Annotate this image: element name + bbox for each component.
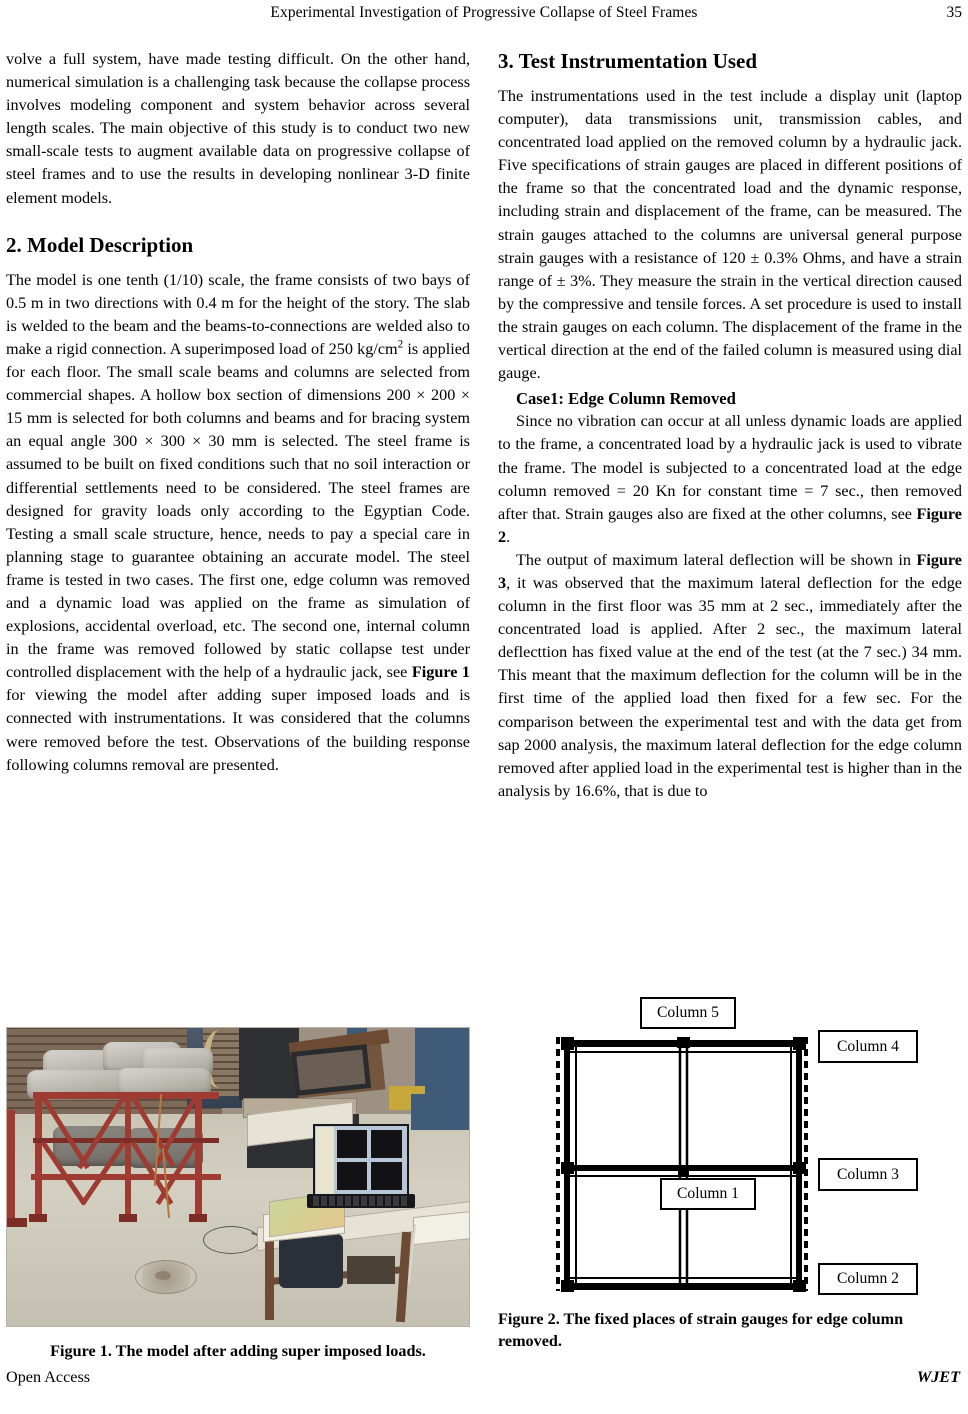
figure-2-label-column-4-text: Column 4 [837, 1037, 899, 1055]
figure-2-label-column-1 [660, 1178, 756, 1210]
figure-2-label-column-5-text: Column 5 [657, 1004, 719, 1022]
photo-equipment-blue-frame [437, 1028, 470, 1094]
photo-model-foot-left-plate [7, 1218, 27, 1227]
right-column [498, 48, 962, 803]
header-running-title: Experimental Investigation of Progressive Collapse of Steel Frames [270, 4, 698, 21]
paragraph-instrumentation: The instrumentations used in the test include a display unit (laptop computer), data transmissions unit, transmission cables, and concentrated load applied on the removed column by a hydraulic jack. Five specifications of strain gauges are placed in different positions of the frame so that the concentrated load and the dynamic response, including strain and displacement of the frame, can be measured. The strain gauges attached to the columns are universal general purpose strain gauges with a resistance of 120 ± 0.3% Ohms, and have a strain range of ± 3%. They measure the strain in the vertical direction caused by the compressive and tensile forces. A set procedure is used to install the strain gauges on each column. The displacement of the frame in the vertical direction at the end of the failed column is measured using dial gauge. [498, 87, 962, 383]
figure-3-reference: Figure 3 [498, 550, 962, 592]
page-header [0, 0, 968, 30]
figure-2-diagram [498, 995, 962, 1305]
photo-laptop-chart-pane [337, 1130, 367, 1158]
paragraph-model-description [6, 269, 470, 777]
figure-2-caption: Figure 2. The fixed places of strain gauges for edge column removed. [498, 1310, 904, 1350]
section-heading-model-description: 2. Model Description [6, 232, 194, 257]
figure-1-photograph [6, 1027, 470, 1327]
photo-laptop-chart-pane [371, 1130, 402, 1158]
joint-mid-middle [678, 1165, 689, 1176]
photo-laptop-keyboard [313, 1196, 409, 1206]
paragraph-case1-loading [498, 410, 962, 549]
photo-laptop-chart-pane [371, 1162, 402, 1190]
figure-2 [498, 995, 962, 1350]
figure-2-reference: Figure 2 [498, 504, 962, 546]
page-footer [0, 1368, 968, 1396]
footer-journal-abbreviation: WJET [916, 1368, 960, 1386]
model-description-text-a: The model is one tenth (1/10) scale, the frame consists of two bays of 0.5 m in two directions with 0.4 m for the height of the story. The slab is welded to the beam and the beams-to-connections are welded also to make a rigid connection. A superimposed load of 250 kg/cm [6, 270, 470, 358]
photo-model-post-right [195, 1092, 202, 1222]
bottom-beam-outer [564, 1283, 802, 1290]
figure-2-label-column-2-text: Column 2 [837, 1270, 899, 1288]
figure-1-reference: Figure 1 [411, 663, 471, 682]
joint-top-left [561, 1037, 574, 1050]
model-description-text-b: is applied for each floor. The small scale beams and columns are selected from commercial shapes. A hollow box section of dimensions 200 × 200 × 15 mm is selected for both columns and beams and for bracing system an equal angle 300 × 300 × 30 mm is selected. The steel frame is assumed to be built on fixed conditions such that no soil interaction or differential settlements need to be considered. The steel frames are designed for gravity loads only according to the Egyptian Code. Testing a small scale structure, hence, needs to pay a special care in planning stage to guarantee obtaining an accurate model. The steel frame is tested in two cases. The first one, edge column was removed and a dynamic load was applied on the frame as simulation of explosions, accidental overload, etc. The second one, internal column in the frame was removed followed by static collapse test under controlled displacement with the help of a hydraulic jack, see [6, 339, 470, 682]
photo-model-bottom-beam [31, 1174, 221, 1180]
photo-laptop-screen-sidebar [316, 1127, 334, 1195]
photo-equipment-right-base [411, 1094, 470, 1130]
case1-text-a: Since no vibration can occur at all unless dynamic loads are applied to the frame, a concentrated load by a hydraulic jack is used to vibrate the frame. The model is subjected to a concentrated load at the edge column removed = 20 Kn for constant time = 7 sec., then removed after that. Strain gauges also are fixed at the other columns, see [498, 412, 962, 523]
photo-model-foot [189, 1214, 207, 1222]
photo-laptop-screen [313, 1124, 409, 1200]
photo-floor-stain-center [155, 1271, 171, 1280]
figure-2-label-column-1-text: Column 1 [677, 1185, 739, 1203]
case1-deflection-text-a: The output of maximum lateral deflection will be shown in [516, 550, 917, 569]
joint-base-right [793, 1280, 806, 1292]
photo-laptop-chart-pane [337, 1162, 367, 1190]
figure-2-label-column-3-text: Column 3 [837, 1165, 899, 1183]
joint-top-right [793, 1037, 806, 1050]
header-page-number: 35 [946, 4, 962, 21]
photo-worktable-shelf-box [347, 1256, 395, 1284]
photo-model-foot [119, 1214, 137, 1222]
joint-base-left [561, 1280, 574, 1292]
figure-2-label-column-5 [640, 997, 736, 1029]
photo-model-mid-beam [33, 1138, 219, 1143]
photo-notebook [413, 1211, 470, 1245]
photo-model-post-mid [125, 1092, 131, 1222]
joint-mid-right [793, 1162, 806, 1174]
superscript-square: 2 [397, 338, 404, 351]
section-heading-test-instrumentation: 3. Test Instrumentation Used [498, 49, 758, 73]
figure-2-label-column-2 [818, 1263, 918, 1295]
joint-top-middle [677, 1037, 690, 1048]
photo-equipment-steel-frame [291, 1044, 371, 1096]
photo-model-foot [29, 1214, 47, 1222]
figure-2-label-column-4 [818, 1030, 918, 1063]
model-description-text-c: for viewing the model after adding super imposed loads and is connected with instrumentations. It was considered that the columns were removed before the test. Observations of the building response following columns removal are presented. [6, 686, 470, 774]
photo-model-post-left [35, 1092, 42, 1222]
photo-under-table-bag [279, 1234, 343, 1288]
left-column [6, 48, 470, 777]
paragraph-continued: volve a full system, have made testing difficult. On the other hand, numerical simulation is a challenging task because the collapse process involves modeling component and system behavior across several length scales. The main objective of this study is to conduct two new small-scale tests to augment available data on progressive collapse of steel frames and to use the results in developing nonlinear 3-D finite element models. [6, 50, 470, 207]
photo-cable-loop [203, 1226, 259, 1254]
paragraph-case1-deflection [498, 549, 962, 803]
footer-open-access: Open Access [6, 1368, 91, 1386]
subsection-heading-case1: Case1: Edge Column Removed [516, 389, 736, 409]
figure-2-label-column-3 [818, 1158, 918, 1191]
case1-deflection-text-b: , it was observed that the maximum lateral deflection for the edge column in the first floor was 35 mm at 2 sec., immediately after the concentrated load is applied. After 2 sec., the maximum lateral deflecttion has fixed value at the end of the test (at the 7 sec.) 34 mm. This meant that the maximum deflection for the column will be in the first time of the applied load then fixed for a few sec. For the comparison between the experimental test and with the data get from sap 2000 analysis, the maximum lateral deflection for the edge column removed after applied load in the experimental test is higher than in the analysis by 16.6%, that is due to [498, 573, 962, 800]
case1-text-b: . [506, 527, 511, 546]
joint-mid-left [561, 1162, 574, 1174]
figure-1-caption: Figure 1. The model after adding super imposed loads. [50, 1342, 426, 1360]
figure-1 [6, 1027, 470, 1362]
photo-model-foot-left [7, 1110, 15, 1226]
